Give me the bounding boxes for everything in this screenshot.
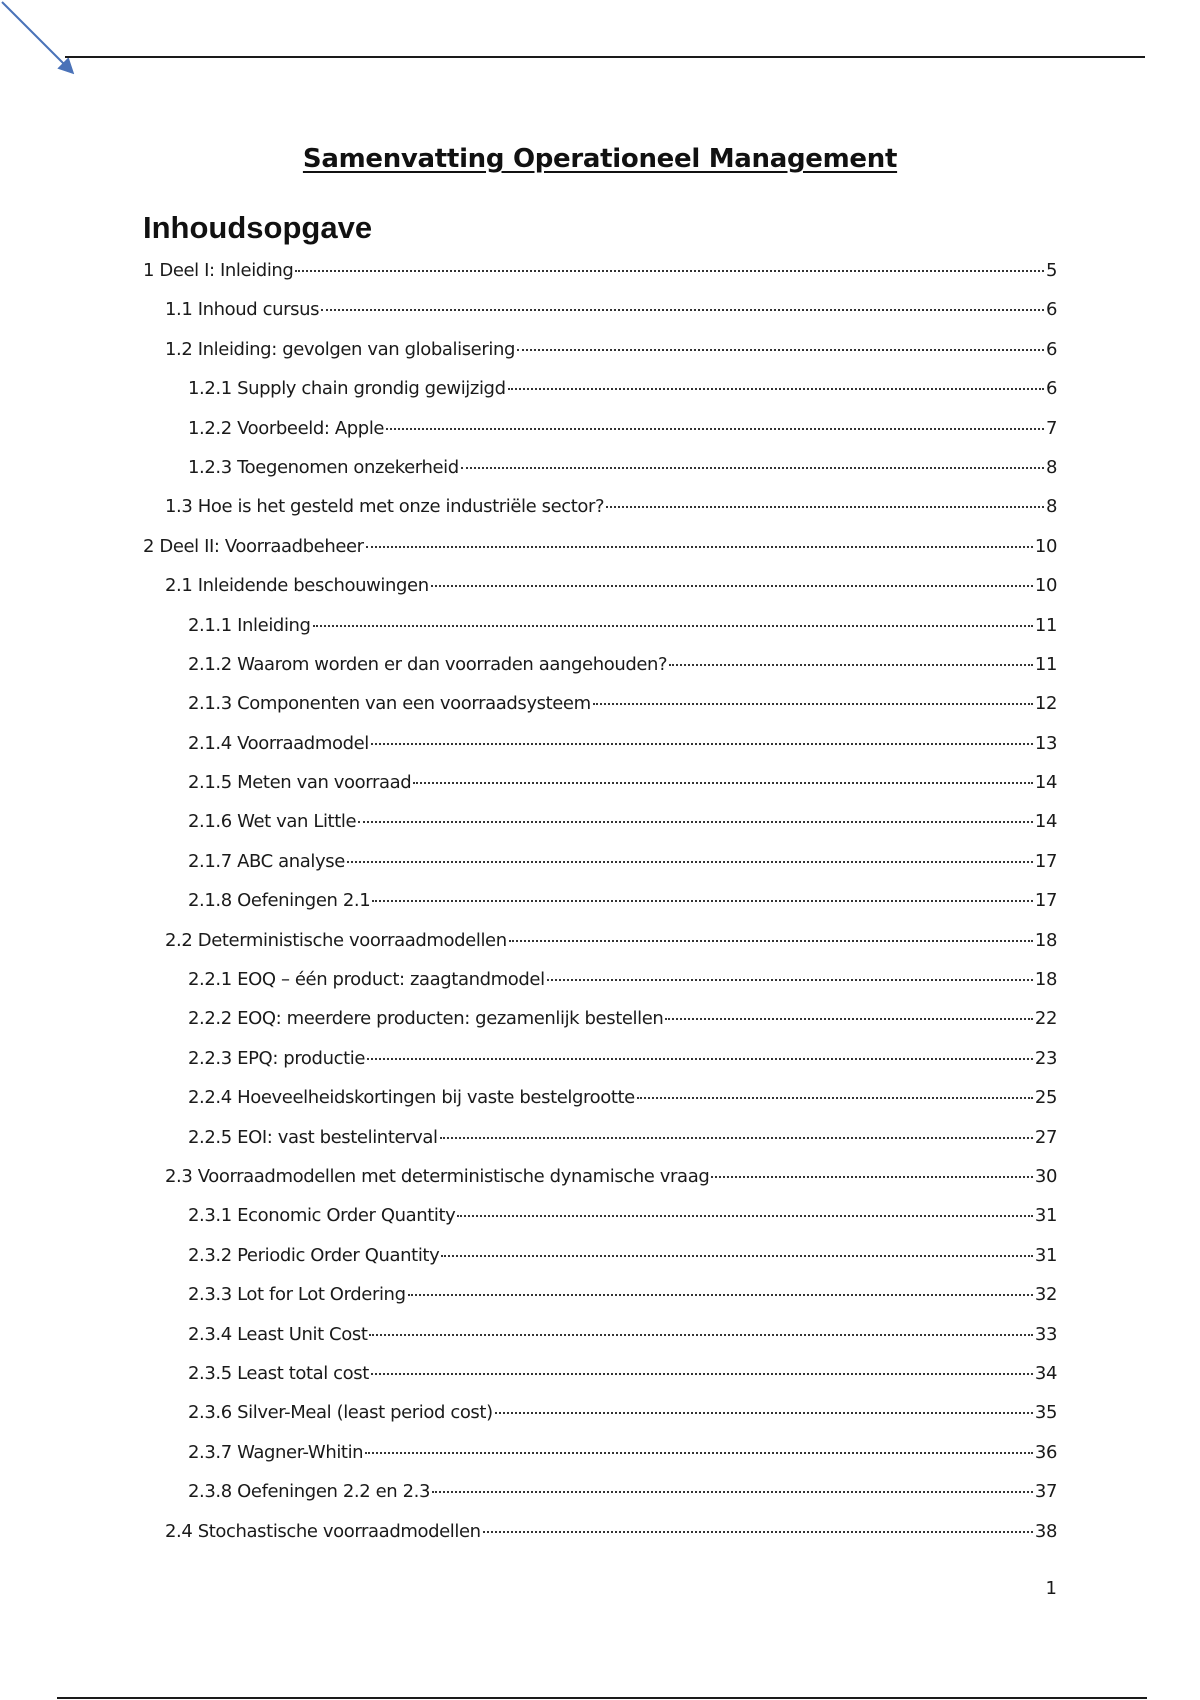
table-of-contents [143, 260, 1057, 1560]
toc-entry-page: 10 [1034, 535, 1057, 557]
toc-dot-leader [517, 349, 1044, 351]
toc-dot-leader [347, 861, 1033, 863]
toc-entry[interactable] [143, 1205, 1057, 1244]
toc-entry-title: 2.1.1 Inleiding [188, 614, 311, 636]
toc-entry-title: 2 Deel II: Voorraadbeheer [143, 535, 364, 557]
toc-dot-leader [367, 1058, 1033, 1060]
toc-entry[interactable] [143, 1245, 1057, 1284]
toc-entry-title: 2.3.1 Economic Order Quantity [188, 1205, 456, 1227]
toc-dot-leader [593, 703, 1033, 705]
toc-entry[interactable] [143, 299, 1057, 338]
toc-dot-leader [358, 821, 1033, 823]
toc-entry[interactable] [143, 260, 1057, 299]
toc-entry[interactable] [143, 378, 1057, 417]
toc-entry[interactable] [143, 1481, 1057, 1520]
toc-entry-page: 36 [1034, 1441, 1057, 1463]
toc-entry-title: 1.3 Hoe is het gesteld met onze industriële sector? [165, 496, 605, 518]
toc-entry[interactable] [143, 693, 1057, 732]
toc-entry-page: 37 [1034, 1481, 1057, 1503]
toc-entry-page: 17 [1034, 850, 1057, 872]
toc-entry-title: 2.3.7 Wagner-Whitin [188, 1441, 364, 1463]
toc-entry[interactable] [143, 654, 1057, 693]
toc-entry-title: 2.2 Deterministische voorraadmodellen [165, 929, 507, 951]
toc-entry[interactable] [143, 1521, 1057, 1560]
toc-entry-title: 2.4 Stochastische voorraadmodellen [165, 1520, 481, 1542]
toc-entry-page: 18 [1034, 969, 1057, 991]
toc-dot-leader [637, 1097, 1033, 1099]
toc-entry-page: 11 [1034, 614, 1057, 636]
toc-entry-page: 34 [1034, 1362, 1057, 1384]
toc-entry-title: 1.1 Inhoud cursus [165, 299, 320, 321]
toc-entry-page: 6 [1045, 378, 1057, 400]
toc-entry[interactable] [143, 1127, 1057, 1166]
toc-entry[interactable] [143, 1166, 1057, 1205]
document-title: Samenvatting Operationeel Management [302, 144, 898, 174]
toc-entry[interactable] [143, 1284, 1057, 1323]
toc-dot-leader [461, 467, 1044, 469]
toc-entry-page: 22 [1034, 1008, 1057, 1030]
toc-entry[interactable] [143, 890, 1057, 929]
toc-dot-leader [483, 1531, 1033, 1533]
toc-entry-title: 1.2.2 Voorbeeld: Apple [188, 417, 385, 439]
toc-dot-leader [408, 1294, 1033, 1296]
toc-entry-title: 2.1 Inleidende beschouwingen [165, 575, 429, 597]
toc-entry-page: 14 [1034, 772, 1057, 794]
toc-entry-title: 2.2.3 EPQ: productie [188, 1047, 366, 1069]
toc-dot-leader [369, 1334, 1032, 1336]
toc-entry[interactable] [143, 811, 1057, 850]
toc-dot-leader [366, 546, 1033, 548]
toc-entry[interactable] [143, 733, 1057, 772]
page-number: 1 [1045, 1578, 1057, 1599]
corner-arrow-icon [0, 0, 90, 90]
toc-entry[interactable] [143, 615, 1057, 654]
toc-heading: Inhoudsopgave [143, 210, 373, 245]
toc-entry-page: 38 [1034, 1520, 1057, 1542]
toc-entry-page: 17 [1034, 890, 1057, 912]
toc-dot-leader [372, 900, 1033, 902]
toc-dot-leader [457, 1215, 1032, 1217]
header-rule [65, 56, 1145, 58]
toc-entry[interactable] [143, 339, 1057, 378]
toc-dot-leader [606, 506, 1044, 508]
toc-entry[interactable] [143, 969, 1057, 1008]
toc-dot-leader [386, 428, 1044, 430]
toc-entry-page: 5 [1045, 260, 1057, 281]
toc-entry-page: 18 [1034, 929, 1057, 951]
toc-entry[interactable] [143, 851, 1057, 890]
toc-entry-title: 2.3.4 Least Unit Cost [188, 1323, 368, 1345]
toc-entry-title: 1.2.3 Toegenomen onzekerheid [188, 456, 459, 478]
toc-entry-title: 2.1.8 Oefeningen 2.1 [188, 890, 371, 912]
toc-entry-page: 31 [1034, 1205, 1057, 1227]
toc-dot-leader [313, 625, 1033, 627]
toc-entry-page: 13 [1034, 732, 1057, 754]
toc-entry[interactable] [143, 457, 1057, 496]
toc-dot-leader [665, 1018, 1032, 1020]
toc-dot-leader [495, 1412, 1033, 1414]
toc-entry[interactable] [143, 772, 1057, 811]
toc-entry-title: 2.1.3 Componenten van een voorraadsysteem [188, 693, 591, 715]
toc-entry-page: 11 [1034, 653, 1057, 675]
toc-entry[interactable] [143, 1363, 1057, 1402]
toc-dot-leader [440, 1137, 1033, 1139]
toc-dot-leader [441, 1255, 1033, 1257]
toc-entry[interactable] [143, 930, 1057, 969]
toc-dot-leader [669, 664, 1033, 666]
toc-entry[interactable] [143, 1048, 1057, 1087]
toc-entry-title: 1 Deel I: Inleiding [143, 260, 294, 281]
toc-entry-page: 7 [1045, 417, 1057, 439]
toc-entry[interactable] [143, 496, 1057, 535]
toc-dot-leader [295, 270, 1043, 272]
toc-entry-title: 1.2.1 Supply chain grondig gewijzigd [188, 378, 506, 400]
footer-rule [57, 1697, 1147, 1699]
toc-entry-page: 35 [1034, 1402, 1057, 1424]
toc-entry-page: 10 [1034, 575, 1057, 597]
toc-entry-page: 12 [1034, 693, 1057, 715]
toc-entry-page: 23 [1034, 1047, 1057, 1069]
toc-entry[interactable] [143, 1402, 1057, 1441]
toc-dot-leader [365, 1452, 1033, 1454]
toc-entry-title: 2.2.2 EOQ: meerdere producten: gezamenlijk bestellen [188, 1008, 664, 1030]
toc-entry-title: 2.3.5 Least total cost [188, 1362, 369, 1384]
toc-entry-title: 2.1.2 Waarom worden er dan voorraden aangehouden? [188, 653, 668, 675]
toc-entry[interactable] [143, 536, 1057, 575]
toc-dot-leader [413, 782, 1033, 784]
toc-dot-leader [431, 585, 1033, 587]
toc-dot-leader [547, 979, 1033, 981]
toc-entry[interactable] [143, 575, 1057, 614]
toc-dot-leader [432, 1491, 1033, 1493]
toc-entry-page: 31 [1034, 1244, 1057, 1266]
toc-entry-page: 6 [1045, 299, 1057, 321]
toc-entry-title: 2.1.4 Voorraadmodel [188, 732, 369, 754]
toc-entry-title: 2.2.5 EOI: vast bestelinterval [188, 1126, 438, 1148]
toc-dot-leader [321, 309, 1044, 311]
toc-entry-title: 1.2 Inleiding: gevolgen van globalisering [165, 338, 515, 360]
toc-entry-page: 8 [1045, 456, 1057, 478]
toc-entry[interactable] [143, 1442, 1057, 1481]
toc-dot-leader [508, 388, 1044, 390]
toc-entry-title: 2.1.6 Wet van Little [188, 811, 357, 833]
toc-entry-title: 2.1.5 Meten van voorraad [188, 772, 412, 794]
toc-entry[interactable] [143, 418, 1057, 457]
toc-dot-leader [371, 743, 1033, 745]
toc-entry-title: 2.2.4 Hoeveelheidskortingen bij vaste bestelgrootte [188, 1087, 635, 1109]
toc-entry[interactable] [143, 1324, 1057, 1363]
toc-dot-leader [509, 940, 1033, 942]
toc-entry-page: 6 [1045, 338, 1057, 360]
toc-dot-leader [371, 1373, 1033, 1375]
toc-dot-leader [711, 1176, 1033, 1178]
toc-entry-title: 2.3 Voorraadmodellen met deterministische dynamische vraag [165, 1165, 710, 1187]
toc-entry-page: 27 [1034, 1126, 1057, 1148]
toc-entry-title: 2.3.6 Silver-Meal (least period cost) [188, 1402, 493, 1424]
toc-entry-page: 32 [1034, 1284, 1057, 1306]
toc-entry-title: 2.3.8 Oefeningen 2.2 en 2.3 [188, 1481, 430, 1503]
toc-entry-page: 25 [1034, 1087, 1057, 1109]
toc-entry[interactable] [143, 1008, 1057, 1047]
toc-entry-page: 8 [1045, 496, 1057, 518]
toc-entry-title: 2.3.3 Lot for Lot Ordering [188, 1284, 406, 1306]
toc-entry-page: 30 [1034, 1165, 1057, 1187]
toc-entry[interactable] [143, 1087, 1057, 1126]
toc-entry-title: 2.1.7 ABC analyse [188, 850, 345, 872]
toc-entry-title: 2.2.1 EOQ – één product: zaagtandmodel [188, 969, 545, 991]
toc-entry-title: 2.3.2 Periodic Order Quantity [188, 1244, 440, 1266]
toc-entry-page: 14 [1034, 811, 1057, 833]
toc-entry-page: 33 [1034, 1323, 1057, 1345]
